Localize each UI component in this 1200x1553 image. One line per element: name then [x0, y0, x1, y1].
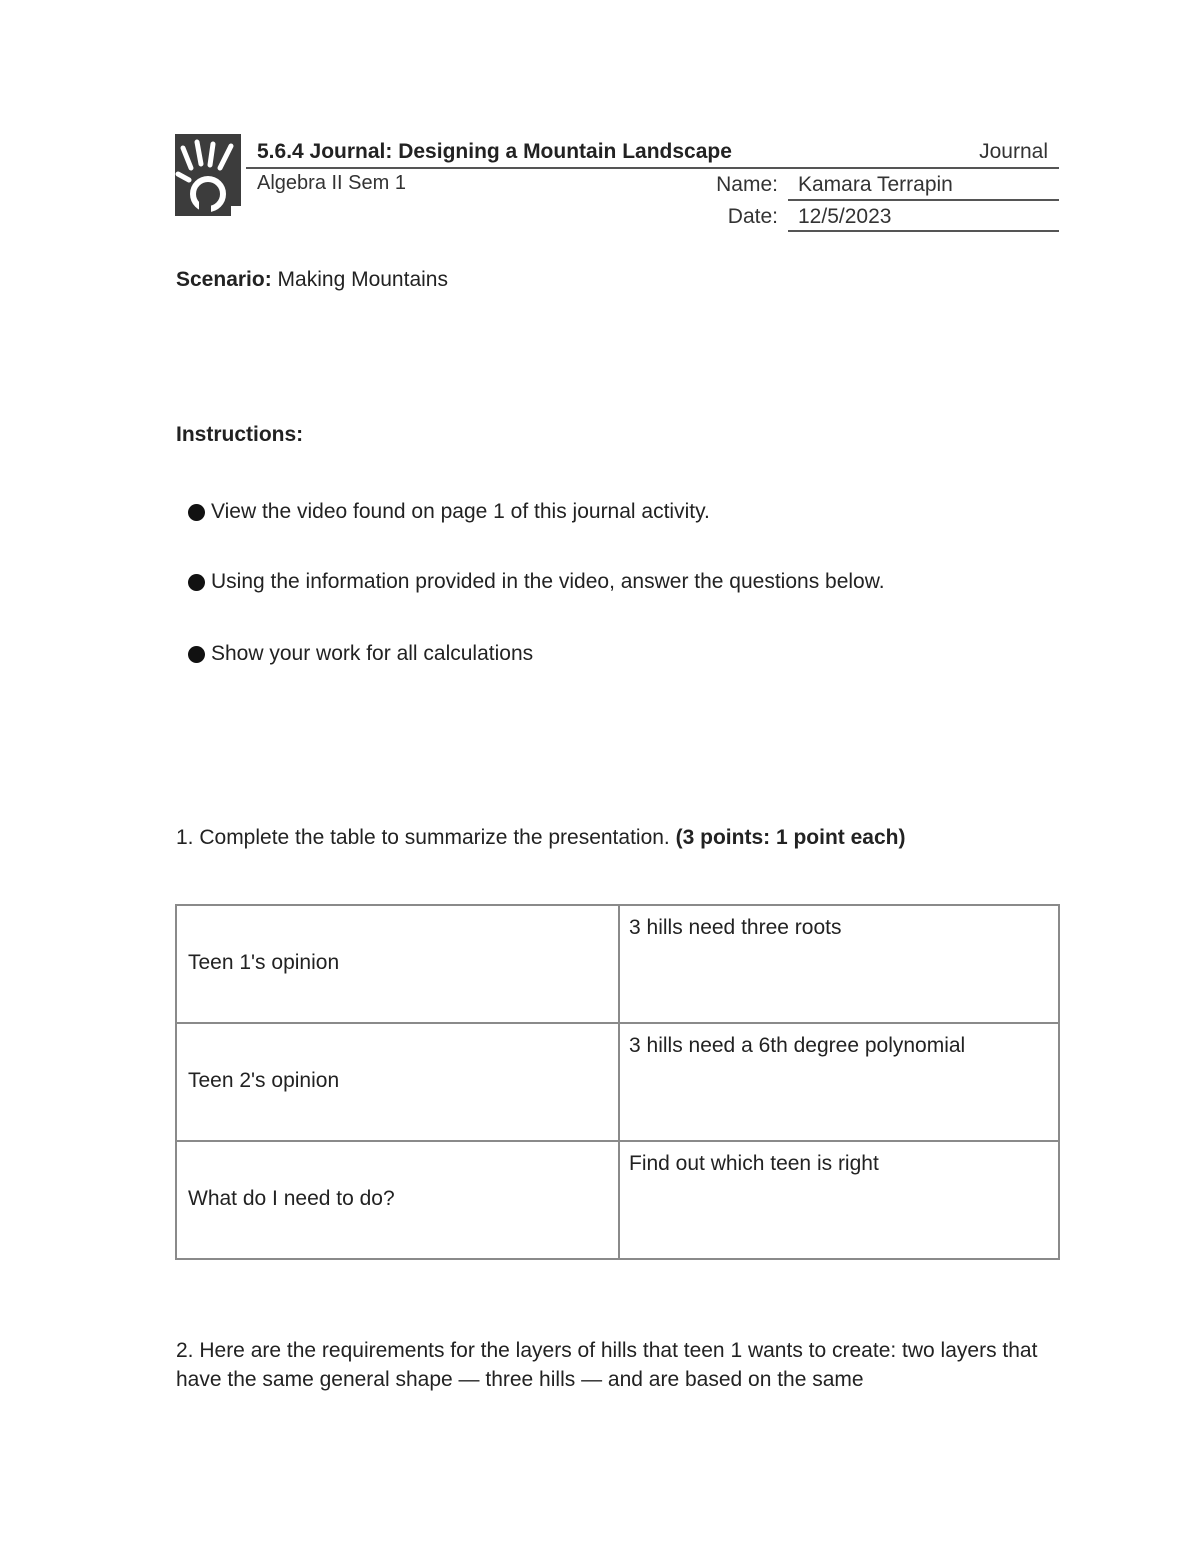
date-underline [788, 230, 1059, 232]
instruction-item [188, 570, 885, 594]
bullet-icon [188, 504, 205, 521]
question-1-text: 1. Complete the table to summarize the presentation. [176, 826, 670, 849]
scenario [176, 268, 448, 292]
table-prompt-cell [176, 1023, 619, 1141]
sunburst-logo-icon [175, 134, 241, 216]
name-field[interactable]: Kamara Terrapin [798, 173, 953, 196]
table-answer-cell[interactable] [619, 1023, 1059, 1141]
date-field[interactable]: 12/5/2023 [798, 205, 892, 228]
instruction-item [188, 500, 710, 524]
scenario-label: Scenario: [176, 268, 272, 291]
document-title: 5.6.4 Journal: Designing a Mountain Landscape [257, 140, 732, 163]
answer-text: 3 hills need a 6th degree polynomial [629, 1034, 966, 1057]
document-type: Journal [979, 140, 1048, 163]
instructions-heading: Instructions: [176, 423, 304, 446]
answer-text: Find out which teen is right [629, 1152, 879, 1175]
answer-text: 3 hills need three roots [629, 916, 842, 939]
scenario-text: Making Mountains [277, 268, 448, 291]
prompt-text: Teen 1's opinion [188, 951, 340, 974]
table-row [176, 1023, 1059, 1141]
table-prompt-cell [176, 1141, 619, 1259]
table-answer-cell[interactable] [619, 905, 1059, 1023]
table-answer-cell[interactable] [619, 1141, 1059, 1259]
name-underline [788, 199, 1059, 201]
header-divider [246, 167, 1059, 169]
date-label: Date: [727, 205, 778, 228]
prompt-text: Teen 2's opinion [188, 1069, 340, 1092]
name-label: Name: [716, 173, 778, 196]
question-1 [176, 826, 905, 850]
instruction-text: Using the information provided in the video, answer the questions below. [211, 570, 885, 593]
question-2-text: 2. Here are the requirements for the layers of hills that teen 1 wants to create: two layers that have the same general shape — three hills — and are based on the same [176, 1339, 1038, 1391]
course-name: Algebra II Sem 1 [257, 172, 406, 194]
summary-table [175, 904, 1060, 1260]
table-prompt-cell [176, 905, 619, 1023]
instruction-text: View the video found on page 1 of this journal activity. [211, 500, 710, 523]
question-1-points: (3 points: 1 point each) [675, 826, 906, 849]
instruction-text: Show your work for all calculations [211, 642, 534, 665]
prompt-text: What do I need to do? [188, 1187, 395, 1210]
table-row [176, 1141, 1059, 1259]
table-row [176, 905, 1059, 1023]
bullet-icon [188, 646, 205, 663]
bullet-icon [188, 574, 205, 591]
instruction-item [188, 642, 533, 666]
